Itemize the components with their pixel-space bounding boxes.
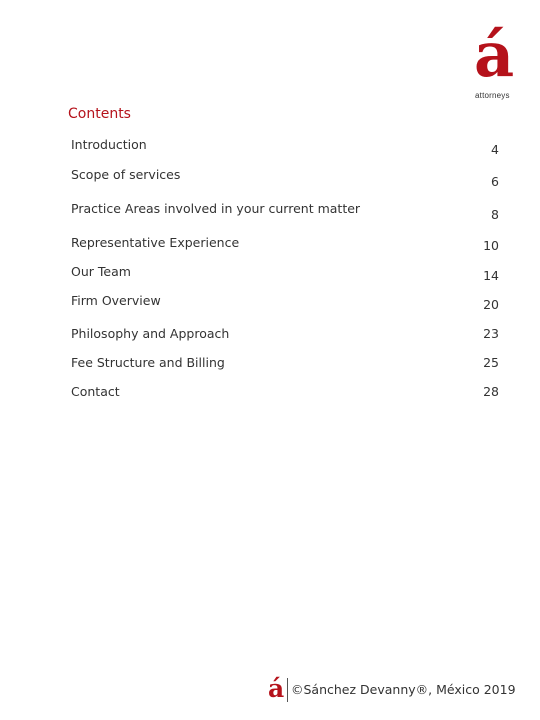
- logo-mark: á: [474, 18, 515, 91]
- footer-logo-mark: á: [268, 674, 285, 703]
- footer-copyright: ©Sánchez Devanny®, México 2019: [291, 682, 516, 697]
- toc-entry-label: Firm Overview: [71, 293, 161, 308]
- toc-entry-label: Practice Areas involved in your current matter: [71, 201, 361, 216]
- toc-entry-practice-areas[interactable]: [71, 201, 501, 221]
- toc-entry-fee-structure-and-billing[interactable]: [71, 355, 501, 375]
- toc-entry-label: Contact: [71, 384, 120, 399]
- toc-entry-page: 23: [483, 326, 499, 341]
- toc-entry-page: 25: [483, 355, 499, 370]
- toc-entry-representative-experience[interactable]: [71, 235, 501, 255]
- toc-entry-label: Representative Experience: [71, 235, 240, 250]
- toc-entry-label: Introduction: [71, 137, 147, 152]
- toc-entry-scope-of-services[interactable]: [71, 167, 501, 187]
- toc-entry-page: 4: [491, 142, 499, 157]
- toc-entry-page: 6: [491, 174, 499, 189]
- toc-entry-page: 10: [483, 238, 499, 253]
- toc-entry-page: 28: [483, 384, 499, 399]
- toc-entry-our-team[interactable]: [71, 264, 501, 284]
- firm-logo: [466, 18, 526, 104]
- toc-entry-page: 8: [491, 207, 499, 222]
- toc-entry-contact[interactable]: [71, 384, 501, 404]
- footer: [268, 674, 518, 706]
- toc-entry-philosophy-and-approach[interactable]: [71, 326, 501, 346]
- toc-entry-label: Fee Structure and Billing: [71, 355, 225, 370]
- contents-heading: Contents: [68, 106, 131, 122]
- toc-entry-firm-overview[interactable]: [71, 293, 501, 313]
- toc-entry-page: 20: [483, 297, 499, 312]
- toc-entry-label: Scope of services: [71, 167, 181, 182]
- toc-entry-label: Our Team: [71, 264, 131, 279]
- footer-divider: [287, 678, 288, 702]
- toc-entry-introduction[interactable]: [71, 137, 501, 157]
- logo-wordmark: attorneys: [475, 91, 510, 100]
- toc-entry-label: Philosophy and Approach: [71, 326, 230, 341]
- toc-entry-page: 14: [483, 268, 499, 283]
